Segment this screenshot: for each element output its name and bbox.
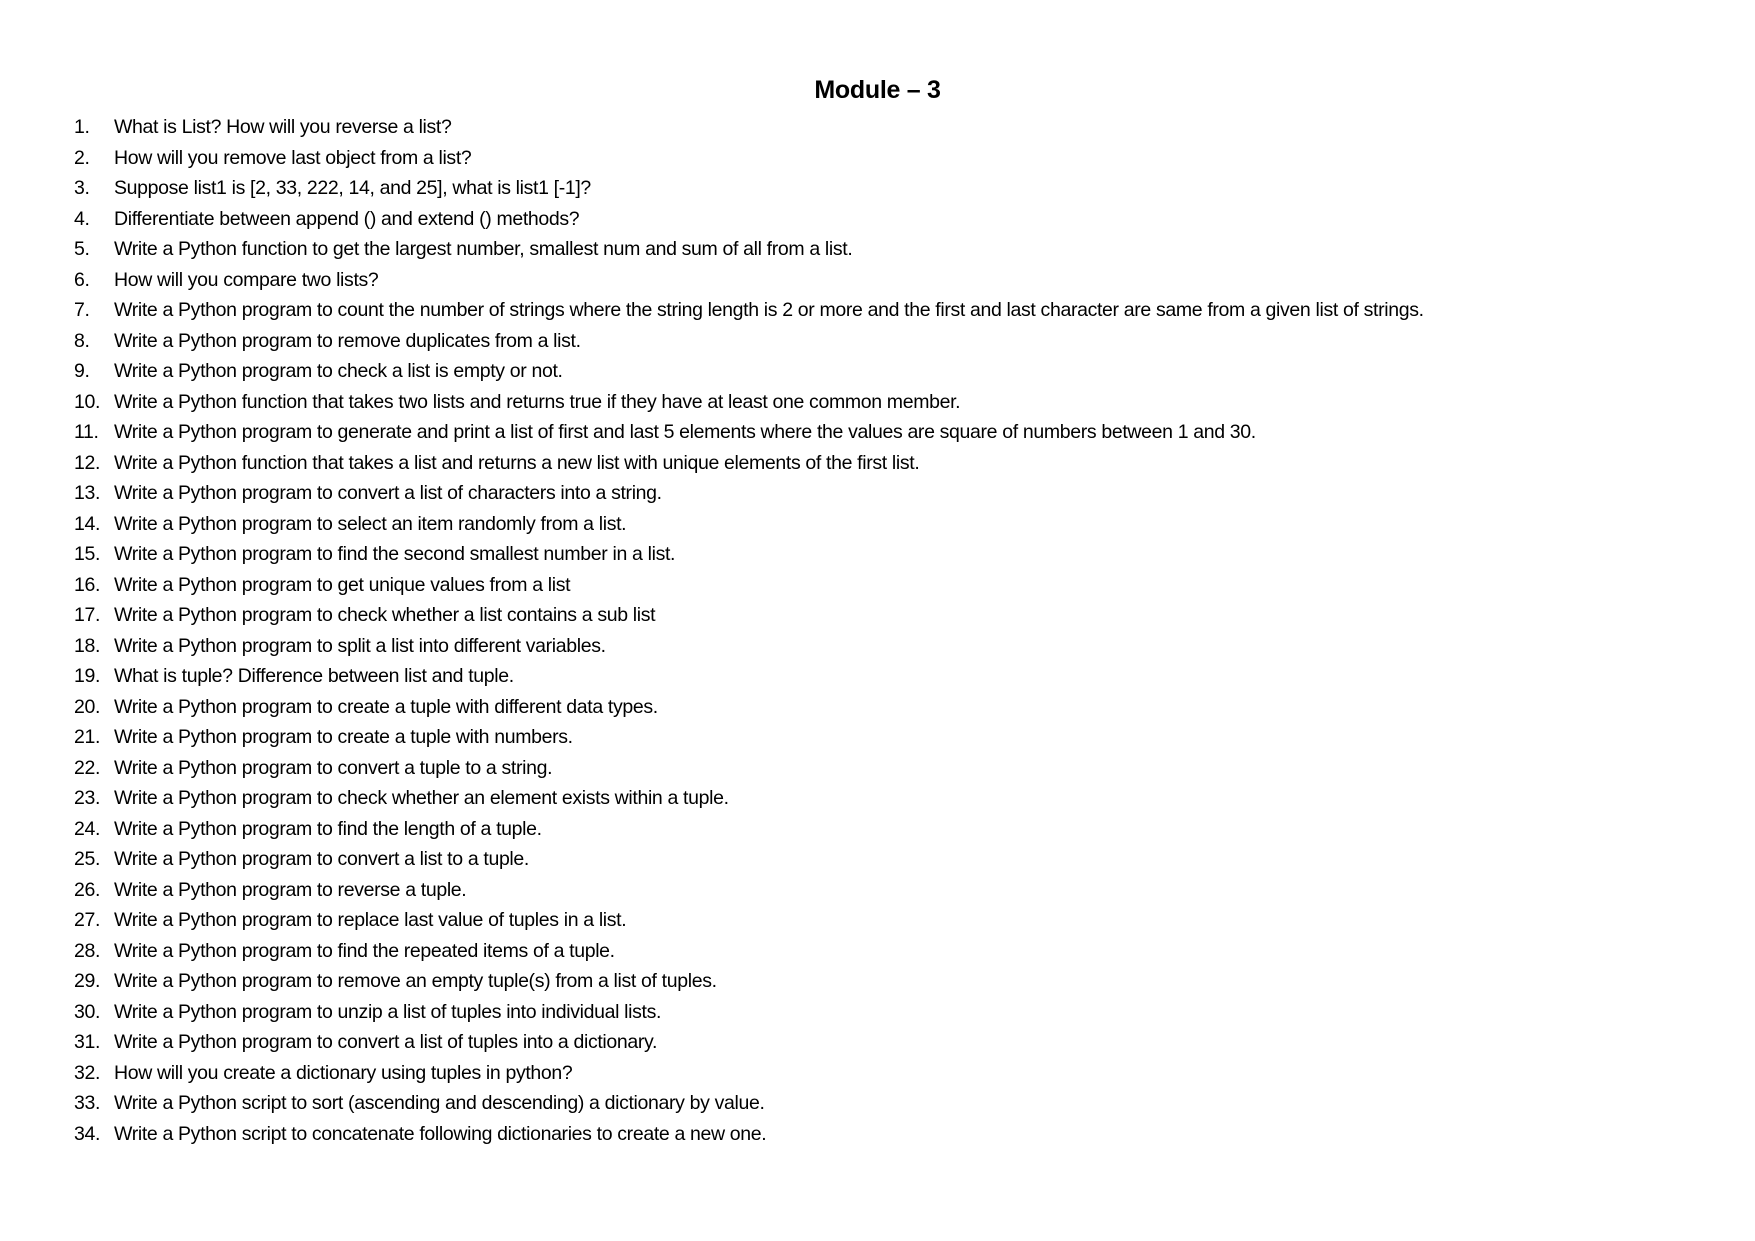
question-number: 31. bbox=[74, 1031, 101, 1053]
question-text: Write a Python program to split a list into different variables. bbox=[114, 634, 606, 657]
question-text: Write a Python function that takes a list and returns a new list with unique elements of the first list. bbox=[114, 451, 920, 474]
question-item bbox=[74, 661, 1734, 692]
question-number: 5. bbox=[74, 238, 90, 260]
question-item bbox=[74, 966, 1734, 997]
question-item bbox=[74, 1088, 1734, 1119]
question-text: Write a Python program to unzip a list of tuples into individual lists. bbox=[114, 1000, 662, 1023]
question-item bbox=[74, 478, 1734, 509]
question-number: 4. bbox=[74, 207, 90, 230]
question-item bbox=[74, 753, 1734, 784]
question-item bbox=[74, 326, 1734, 357]
question-text: Write a Python script to sort (ascending and descending) a dictionary by value. bbox=[114, 1092, 765, 1114]
question-text: Write a Python script to concatenate following dictionaries to create a new one. bbox=[114, 1122, 767, 1145]
question-item bbox=[74, 204, 1734, 235]
question-number: 11. bbox=[74, 421, 99, 443]
question-number: 27. bbox=[74, 909, 101, 931]
question-item bbox=[74, 875, 1734, 906]
question-text: Write a Python program to convert a list of tuples into a dictionary. bbox=[114, 1031, 658, 1053]
question-item bbox=[74, 143, 1734, 174]
question-text: Write a Python program to select an item randomly from a list. bbox=[114, 512, 627, 535]
question-text: Write a Python program to convert a tuple to a string. bbox=[114, 756, 553, 779]
question-text: Write a Python program to create a tuple with numbers. bbox=[114, 726, 573, 748]
question-text: Write a Python program to check whether an element exists within a tuple. bbox=[114, 787, 729, 809]
question-item bbox=[74, 936, 1734, 967]
question-number: 2. bbox=[74, 146, 90, 169]
question-number: 10. bbox=[74, 390, 101, 413]
question-text: Write a Python function to get the largest number, smallest num and sum of all from a list. bbox=[114, 238, 853, 260]
question-number: 23. bbox=[74, 787, 101, 809]
question-text: Write a Python program to check a list is empty or not. bbox=[114, 360, 563, 382]
question-item bbox=[74, 356, 1734, 387]
question-number: 16. bbox=[74, 573, 101, 596]
question-number: 34. bbox=[74, 1122, 101, 1145]
page-title: Module – 3 bbox=[814, 76, 941, 104]
question-item bbox=[74, 814, 1734, 845]
question-item bbox=[74, 387, 1734, 418]
question-number: 32. bbox=[74, 1061, 101, 1084]
question-number: 22. bbox=[74, 756, 101, 779]
question-text: Write a Python program to find the repeated items of a tuple. bbox=[114, 939, 615, 962]
question-number: 15. bbox=[74, 543, 101, 565]
question-item bbox=[74, 692, 1734, 723]
question-text: Write a Python program to replace last value of tuples in a list. bbox=[114, 909, 627, 931]
question-text: What is List? How will you reverse a list? bbox=[114, 116, 452, 138]
question-text: Write a Python program to find the second smallest number in a list. bbox=[114, 543, 676, 565]
question-item bbox=[74, 997, 1734, 1028]
question-number: 19. bbox=[74, 665, 101, 687]
question-item bbox=[74, 295, 1734, 326]
question-text: Write a Python program to convert a list of characters into a string. bbox=[114, 482, 662, 504]
question-text: Write a Python function that takes two lists and returns true if they have at least one common member. bbox=[114, 390, 961, 413]
question-item bbox=[74, 1058, 1734, 1089]
question-number: 28. bbox=[74, 939, 101, 962]
question-number: 21. bbox=[74, 726, 101, 748]
question-number: 25. bbox=[74, 848, 101, 870]
question-text: What is tuple? Difference between list and tuple. bbox=[114, 665, 514, 687]
question-text: Write a Python program to check whether a list contains a sub list bbox=[114, 604, 656, 626]
question-text: Write a Python program to count the number of strings where the string length is 2 or more and the first and last character are same from a given list of strings. bbox=[114, 299, 1424, 321]
question-text: Write a Python program to get unique values from a list bbox=[114, 573, 571, 596]
question-number: 18. bbox=[74, 634, 101, 657]
question-text: How will you compare two lists? bbox=[114, 268, 379, 291]
question-number: 30. bbox=[74, 1000, 101, 1023]
question-text: Write a Python program to remove duplicates from a list. bbox=[114, 329, 581, 352]
question-item bbox=[74, 265, 1734, 296]
question-item bbox=[74, 570, 1734, 601]
question-item bbox=[74, 905, 1734, 936]
question-list bbox=[74, 112, 1734, 1149]
question-number: 7. bbox=[74, 299, 90, 321]
question-number: 29. bbox=[74, 970, 101, 992]
question-number: 3. bbox=[74, 177, 90, 199]
question-number: 20. bbox=[74, 695, 101, 718]
question-text: Write a Python program to find the length of a tuple. bbox=[114, 817, 542, 840]
question-number: 8. bbox=[74, 329, 90, 352]
question-text: How will you remove last object from a list? bbox=[114, 146, 472, 169]
question-number: 1. bbox=[74, 116, 90, 138]
question-number: 9. bbox=[74, 360, 90, 382]
question-item bbox=[74, 173, 1734, 204]
question-number: 17. bbox=[74, 604, 101, 626]
question-number: 26. bbox=[74, 878, 101, 901]
question-item bbox=[74, 509, 1734, 540]
question-item bbox=[74, 600, 1734, 631]
question-item bbox=[74, 1027, 1734, 1058]
question-text: How will you create a dictionary using tuples in python? bbox=[114, 1061, 573, 1084]
question-text: Write a Python program to create a tuple with different data types. bbox=[114, 695, 658, 718]
question-text: Differentiate between append () and extend () methods? bbox=[114, 207, 580, 230]
question-number: 33. bbox=[74, 1092, 101, 1114]
question-text: Suppose list1 is [2, 33, 222, 14, and 25], what is list1 [-1]? bbox=[114, 177, 591, 199]
question-item bbox=[74, 783, 1734, 814]
question-item bbox=[74, 234, 1734, 265]
question-number: 6. bbox=[74, 268, 90, 291]
question-number: 14. bbox=[74, 512, 101, 535]
question-text: Write a Python program to remove an empty tuple(s) from a list of tuples. bbox=[114, 970, 717, 992]
question-item bbox=[74, 844, 1734, 875]
question-text: Write a Python program to generate and print a list of first and last 5 elements where the values are square of numbers between 1 and 30. bbox=[114, 421, 1256, 443]
question-item bbox=[74, 722, 1734, 753]
question-number: 13. bbox=[74, 482, 101, 504]
question-item bbox=[74, 448, 1734, 479]
question-text: Write a Python program to convert a list to a tuple. bbox=[114, 848, 529, 870]
question-item bbox=[74, 112, 1734, 143]
question-item bbox=[74, 539, 1734, 570]
question-item bbox=[74, 1119, 1734, 1150]
question-number: 12. bbox=[74, 451, 101, 474]
question-number: 24. bbox=[74, 817, 101, 840]
question-text: Write a Python program to reverse a tuple. bbox=[114, 878, 467, 901]
question-item bbox=[74, 631, 1734, 662]
question-item bbox=[74, 417, 1734, 448]
